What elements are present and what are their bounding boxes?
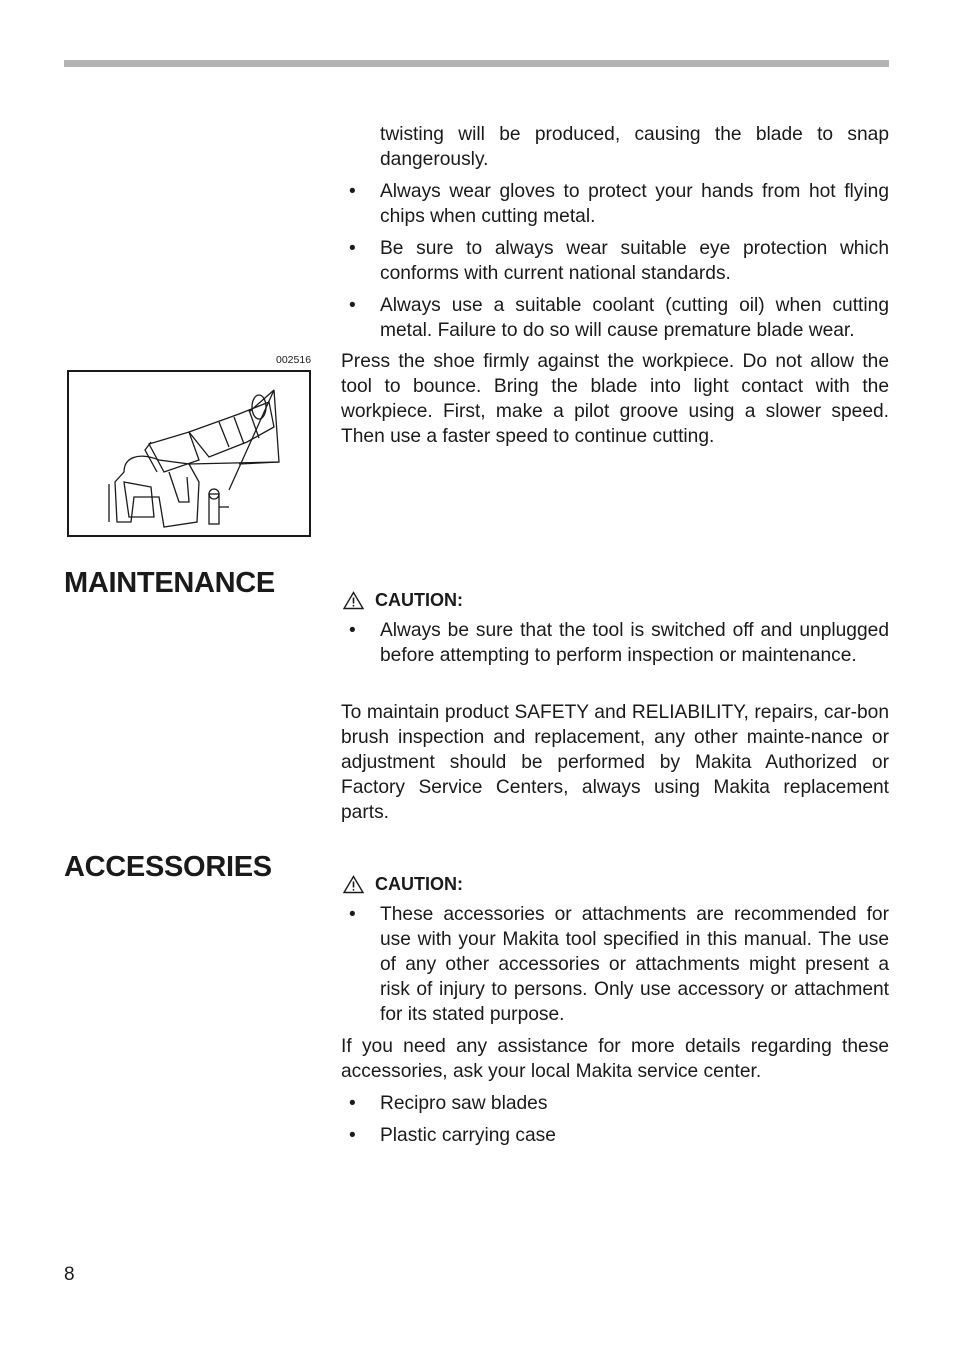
reciprocating-saw-illustration xyxy=(69,372,309,535)
bullet-dot: • xyxy=(349,620,356,641)
bullet-text: Always wear gloves to protect your hands from hot flying chips when cutting metal. xyxy=(380,181,889,227)
operation-instructions xyxy=(341,349,889,449)
continued-text: twisting will be produced, causing the blade to snap dangerously. xyxy=(380,124,889,170)
continued-bullet xyxy=(341,122,889,172)
warning-triangle-icon xyxy=(343,591,364,610)
maintenance-paragraph: To maintain product SAFETY and RELIABILITY, repairs, car-bon brush inspection and replacement, any other mainte-nance or adjustment should be performed by Makita Authorized or Factory Service Centers, always using Makita replacement parts. xyxy=(341,702,889,823)
caution-label: CAUTION: xyxy=(375,874,463,894)
bullet-dot: • xyxy=(349,1093,356,1114)
accessory-item-text: Recipro saw blades xyxy=(380,1093,548,1114)
accessories-caution xyxy=(343,874,463,895)
bullet-dot: • xyxy=(349,295,356,316)
maintenance-caution xyxy=(343,590,463,611)
bullet-dot: • xyxy=(349,1125,356,1146)
bullet-text: Always be sure that the tool is switched off and unplugged before attempting to perform inspection or maintenance. xyxy=(380,620,889,666)
accessories-paragraph: If you need any assistance for more details regarding these accessories, ask your local Makita service center. xyxy=(341,1036,889,1082)
operation-paragraph: Press the shoe firmly against the workpiece. Do not allow the tool to bounce. Bring the blade into light contact with the workpiece. First, make a pilot groove using a slower speed. Then use a faster speed to continue cutting. xyxy=(341,351,889,447)
maintenance-body xyxy=(341,700,889,825)
bullet-text: Always use a suitable coolant (cutting oil) when cutting metal. Failure to do so will cause premature blade wear. xyxy=(380,295,889,341)
page-number: 8 xyxy=(64,1264,75,1285)
bullet-text: Be sure to always wear suitable eye protection which conforms with current national standards. xyxy=(380,238,889,284)
bullet-eye-protection xyxy=(341,236,889,286)
bullet-coolant xyxy=(341,293,889,343)
caution-label: CAUTION: xyxy=(375,590,463,610)
header-rule xyxy=(64,60,889,67)
accessory-item xyxy=(341,1091,889,1116)
bullet-text: These accessories or attachments are recommended for use with your Makita tool specified in this manual. The use of any other accessories or attachments might present a risk of injury to persons. Only use accessory or attachment for its stated purpose. xyxy=(380,904,889,1025)
figure-frame xyxy=(67,370,311,537)
maintenance-caution-bullet xyxy=(341,618,889,668)
bullet-dot: • xyxy=(349,904,356,925)
accessory-item xyxy=(341,1123,889,1148)
accessories-heading: ACCESSORIES xyxy=(64,851,272,883)
warning-triangle-icon xyxy=(343,875,364,894)
bullet-gloves xyxy=(341,179,889,229)
figure-code: 002516 xyxy=(276,354,312,366)
accessories-caution-bullet xyxy=(341,902,889,1027)
bullet-dot: • xyxy=(349,181,356,202)
maintenance-heading: MAINTENANCE xyxy=(64,567,275,599)
bullet-dot: • xyxy=(349,238,356,259)
accessory-item-text: Plastic carrying case xyxy=(380,1125,556,1146)
accessories-body xyxy=(341,1034,889,1084)
